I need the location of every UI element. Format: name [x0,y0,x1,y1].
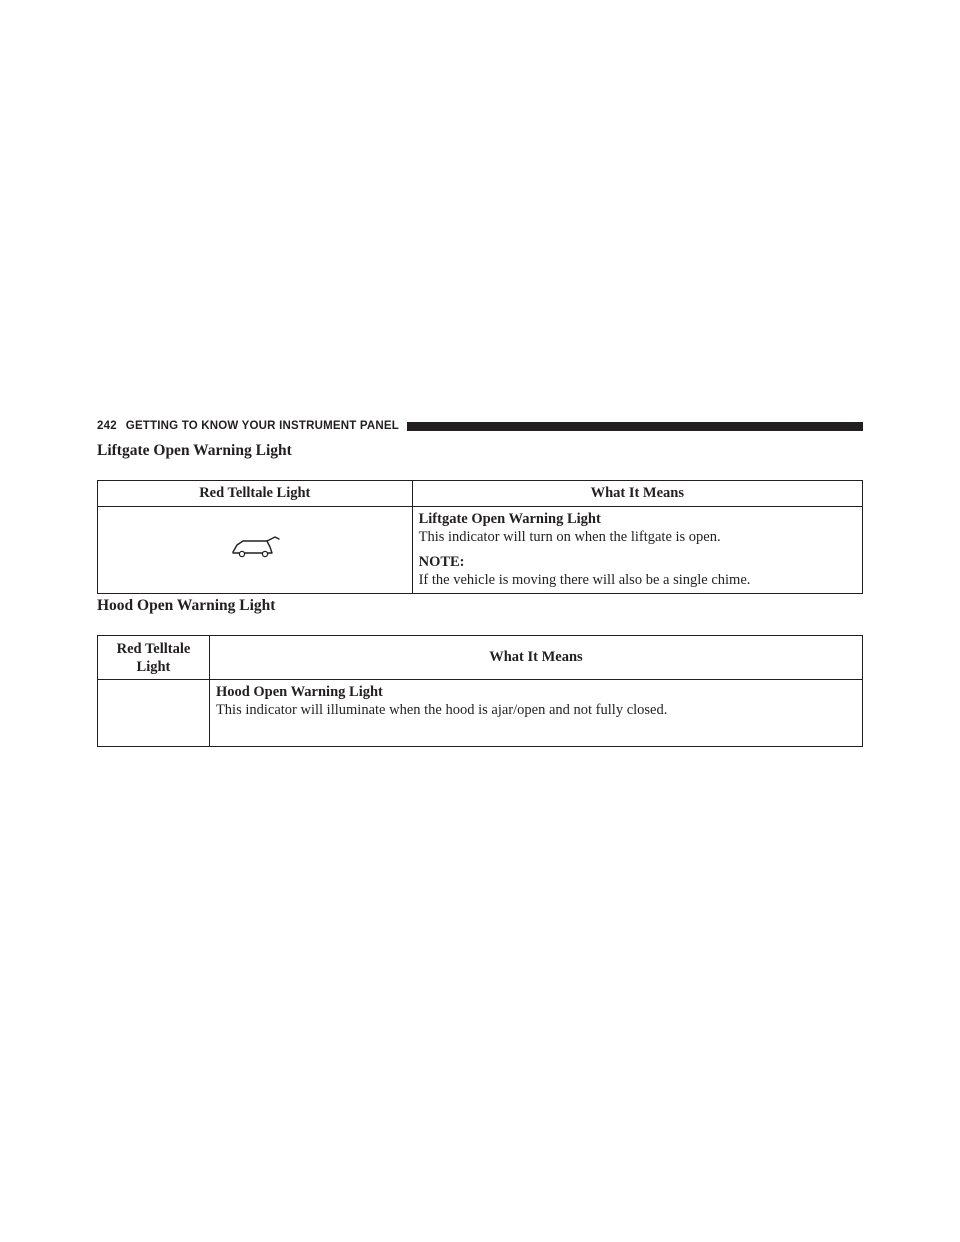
page-header [97,418,863,434]
telltale-icon-cell [98,507,413,594]
liftgate-table [97,480,863,594]
note-text: If the vehicle is moving there will also be a single chime. [418,572,751,588]
liftgate-open-icon [229,535,281,561]
hood-table [97,635,863,747]
table-row [98,680,863,747]
warning-description: This indicator will illuminate when the hood is ajar/open and not fully closed. [215,702,668,718]
header-rule [407,422,863,431]
warning-description: This indicator will turn on when the liftgate is open. [418,529,721,545]
page-number: 242 [97,420,117,432]
column-header-meaning: What It Means [412,481,862,507]
warning-title: Hood Open Warning Light [215,684,383,700]
hood-heading: Hood Open Warning Light [97,597,276,614]
column-header-light: Red Telltale Light [98,481,413,507]
meaning-cell [412,507,862,594]
table-header-row [98,636,863,680]
note-label: NOTE: [418,554,465,570]
warning-title: Liftgate Open Warning Light [418,511,601,527]
section-title: GETTING TO KNOW YOUR INSTRUMENT PANEL [125,420,399,432]
column-header-meaning: What It Means [209,636,862,680]
column-header-light-text: Red Telltale Light [116,640,191,675]
table-header-row [98,481,863,507]
liftgate-heading: Liftgate Open Warning Light [97,442,292,459]
column-header-light [98,636,210,680]
meaning-cell [209,680,862,747]
table-row [98,507,863,594]
telltale-icon-cell [98,680,210,747]
